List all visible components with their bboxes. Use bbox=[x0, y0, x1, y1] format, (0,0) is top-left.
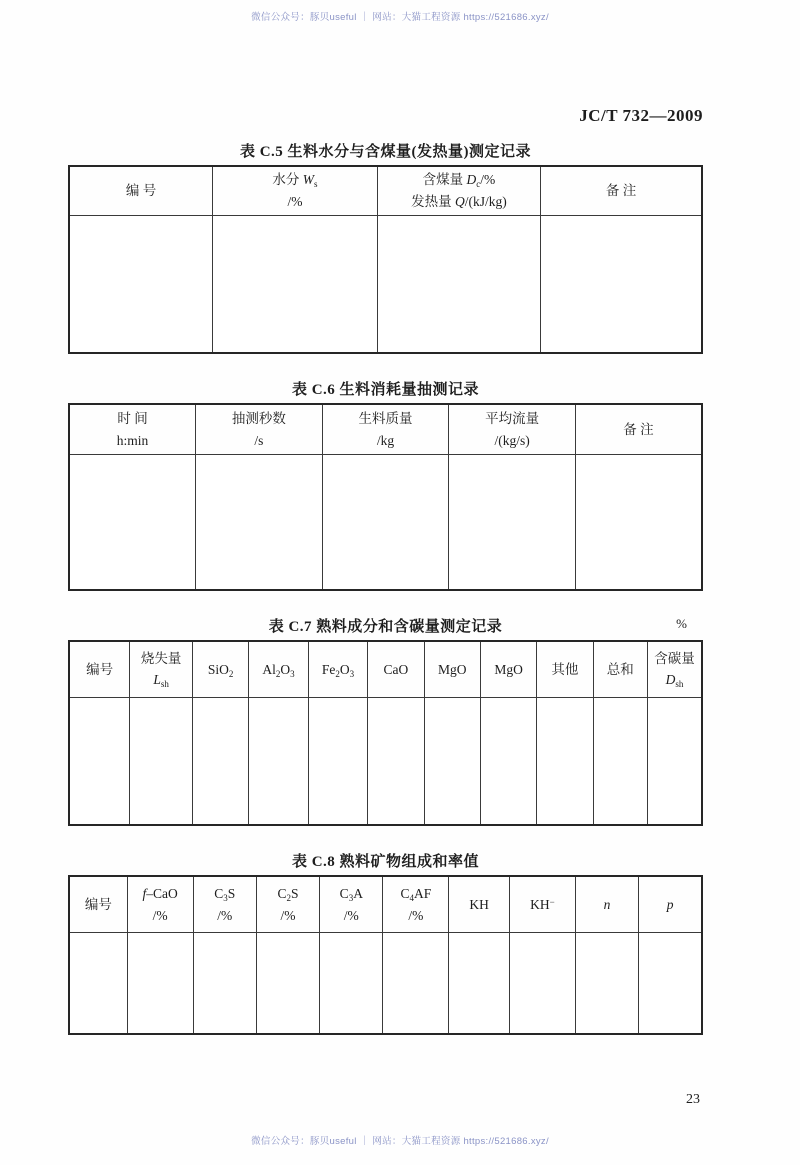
empty-cell bbox=[308, 697, 368, 825]
record-table-c7 bbox=[68, 640, 703, 826]
column-header: 抽测秒数 /s bbox=[196, 404, 323, 454]
empty-cell bbox=[196, 454, 323, 590]
column-header: 编号 bbox=[69, 876, 127, 932]
table-section-c6 bbox=[68, 378, 703, 591]
empty-cell bbox=[192, 697, 248, 825]
empty-cell bbox=[593, 697, 647, 825]
empty-cell bbox=[449, 932, 510, 1034]
table-section-c7 bbox=[68, 615, 703, 826]
table-section-c8 bbox=[68, 850, 703, 1035]
column-header: MgO bbox=[424, 641, 480, 697]
column-header: f–CaO /% bbox=[127, 876, 193, 932]
record-table-c5 bbox=[68, 165, 703, 354]
empty-cell bbox=[575, 454, 702, 590]
column-header: p bbox=[639, 876, 702, 932]
column-header: 生料质量 /kg bbox=[322, 404, 449, 454]
column-header: SiO$_2$ bbox=[192, 641, 248, 697]
column-header: $Fe_2O_3$ bbox=[308, 641, 368, 697]
column-header: $C_2S$ /% bbox=[256, 876, 319, 932]
column-header: 含碳量 $D_{sh}$ bbox=[648, 641, 703, 697]
table-section-c5 bbox=[68, 140, 703, 354]
column-header: 备 注 bbox=[575, 404, 702, 454]
column-header: $C_3S$ /% bbox=[193, 876, 256, 932]
table-title-row bbox=[68, 140, 703, 160]
empty-cell bbox=[213, 215, 378, 353]
column-header: $Al_2O_3$ bbox=[249, 641, 309, 697]
empty-cell bbox=[383, 932, 449, 1034]
column-header: $C_3A$ /% bbox=[320, 876, 383, 932]
empty-data-row bbox=[69, 932, 702, 1034]
column-header: 编 号 bbox=[69, 166, 213, 215]
record-table-c8 bbox=[68, 875, 703, 1035]
column-header: $C_4AF$ /% bbox=[383, 876, 449, 932]
column-header: n bbox=[575, 876, 638, 932]
column-header: 备 注 bbox=[541, 166, 702, 215]
column-header: KH bbox=[449, 876, 510, 932]
column-header: 时 间 h:min bbox=[69, 404, 196, 454]
column-header: MgO bbox=[480, 641, 536, 697]
empty-cell bbox=[130, 697, 193, 825]
empty-cell bbox=[424, 697, 480, 825]
table-title-c5: 表 C.5 生料水分与含煤量(发热量)测定记录 bbox=[239, 144, 532, 160]
column-header: 烧失量 $L_{sh}$ bbox=[130, 641, 193, 697]
watermark-bottom: 微信公众号：豚贝useful ｜ 网站：大猫工程资源 https://521686.xyz/ bbox=[251, 1136, 549, 1147]
empty-cell bbox=[648, 697, 703, 825]
standard-number: JC/T 732—2009 bbox=[579, 106, 703, 125]
header-row bbox=[69, 876, 702, 932]
table-title-c8: 表 C.8 熟料矿物组成和率值 bbox=[291, 854, 480, 871]
empty-data-row bbox=[69, 454, 702, 590]
empty-cell bbox=[480, 697, 536, 825]
column-header: 总和 bbox=[593, 641, 647, 697]
empty-cell bbox=[537, 697, 593, 825]
empty-cell bbox=[127, 932, 193, 1034]
empty-data-row bbox=[69, 697, 702, 825]
table-title-c7: 表 C.7 熟料成分和含碳量测定记录 bbox=[268, 619, 503, 636]
column-header: CaO bbox=[368, 641, 424, 697]
empty-cell bbox=[193, 932, 256, 1034]
page-number: 23 bbox=[686, 1092, 700, 1107]
empty-cell bbox=[320, 932, 383, 1034]
header-row bbox=[69, 166, 702, 215]
empty-cell bbox=[368, 697, 424, 825]
table-title-row bbox=[68, 615, 703, 636]
empty-cell bbox=[69, 454, 196, 590]
empty-cell bbox=[249, 697, 309, 825]
column-header: 编号 bbox=[69, 641, 130, 697]
empty-cell bbox=[69, 697, 130, 825]
page-content bbox=[68, 140, 703, 1059]
table-title-c6: 表 C.6 生料消耗量抽测记录 bbox=[291, 382, 480, 399]
table-title-row bbox=[68, 378, 703, 399]
empty-cell bbox=[449, 454, 576, 590]
empty-cell bbox=[256, 932, 319, 1034]
empty-cell bbox=[322, 454, 449, 590]
column-header: 水分 $W_s$ /% bbox=[213, 166, 378, 215]
empty-cell bbox=[575, 932, 638, 1034]
column-header: KH− bbox=[510, 876, 576, 932]
header-row bbox=[69, 641, 702, 697]
empty-data-row bbox=[69, 215, 702, 353]
empty-cell bbox=[69, 215, 213, 353]
column-header: 平均流量 /(kg/s) bbox=[449, 404, 576, 454]
empty-cell bbox=[510, 932, 576, 1034]
record-table-c6 bbox=[68, 403, 703, 591]
header-row bbox=[69, 404, 702, 454]
empty-cell bbox=[639, 932, 702, 1034]
empty-cell bbox=[377, 215, 540, 353]
column-header: 含煤量 $D_c/\%$ 发热量 Q/(kJ/kg) bbox=[377, 166, 540, 215]
column-header: 其他 bbox=[537, 641, 593, 697]
table-unit-label: % bbox=[676, 616, 687, 632]
watermark-top: 微信公众号：豚贝useful ｜ 网站：大猫工程资源 https://521686.xyz/ bbox=[251, 12, 549, 23]
empty-cell bbox=[69, 932, 127, 1034]
empty-cell bbox=[541, 215, 702, 353]
table-title-row bbox=[68, 850, 703, 871]
